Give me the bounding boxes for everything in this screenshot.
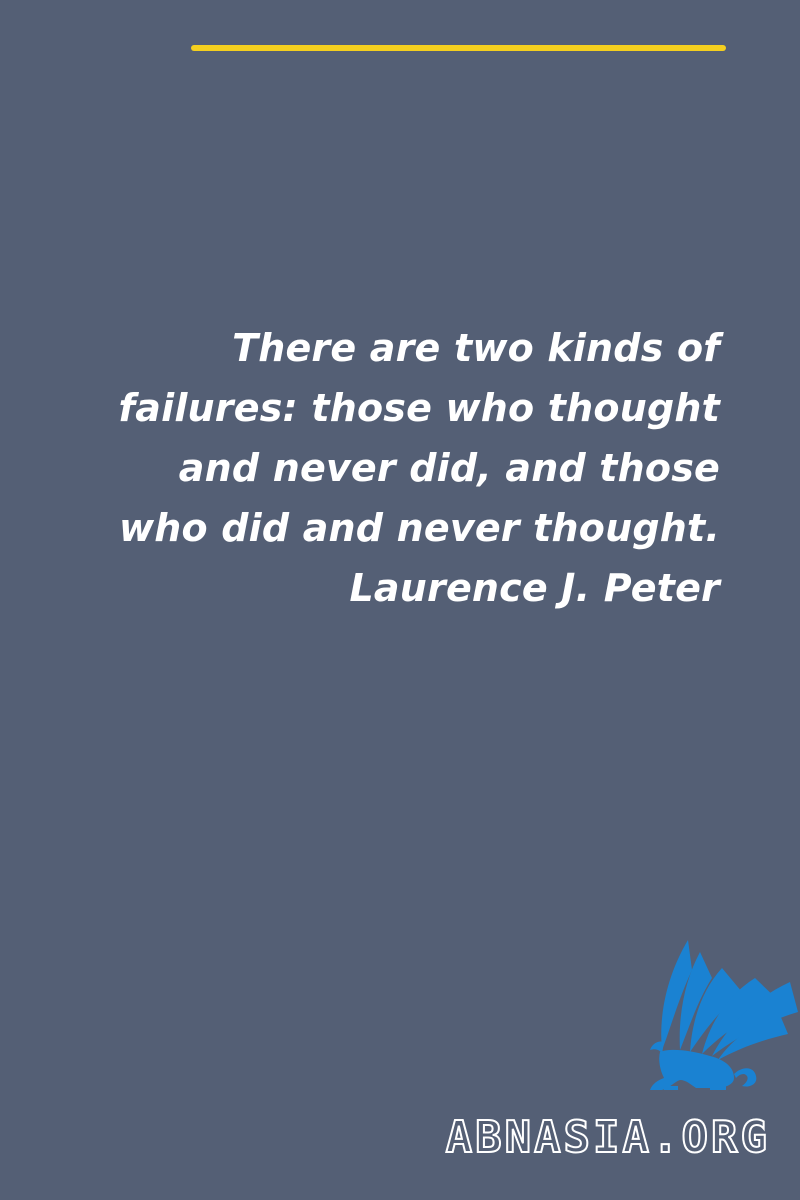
griffin-logo-icon [630,930,800,1100]
quote-line: who did and never thought. [118,506,720,550]
accent-bar [191,45,726,51]
quote-author: Laurence J. Peter [349,566,720,610]
quote-line: There are two kinds of [232,326,720,370]
quote-line: failures: those who thought [118,386,720,430]
brand-name: ABNASIA.ORG [445,1112,770,1163]
quote-block [80,318,720,618]
quote-line: and never did, and those [178,446,720,490]
